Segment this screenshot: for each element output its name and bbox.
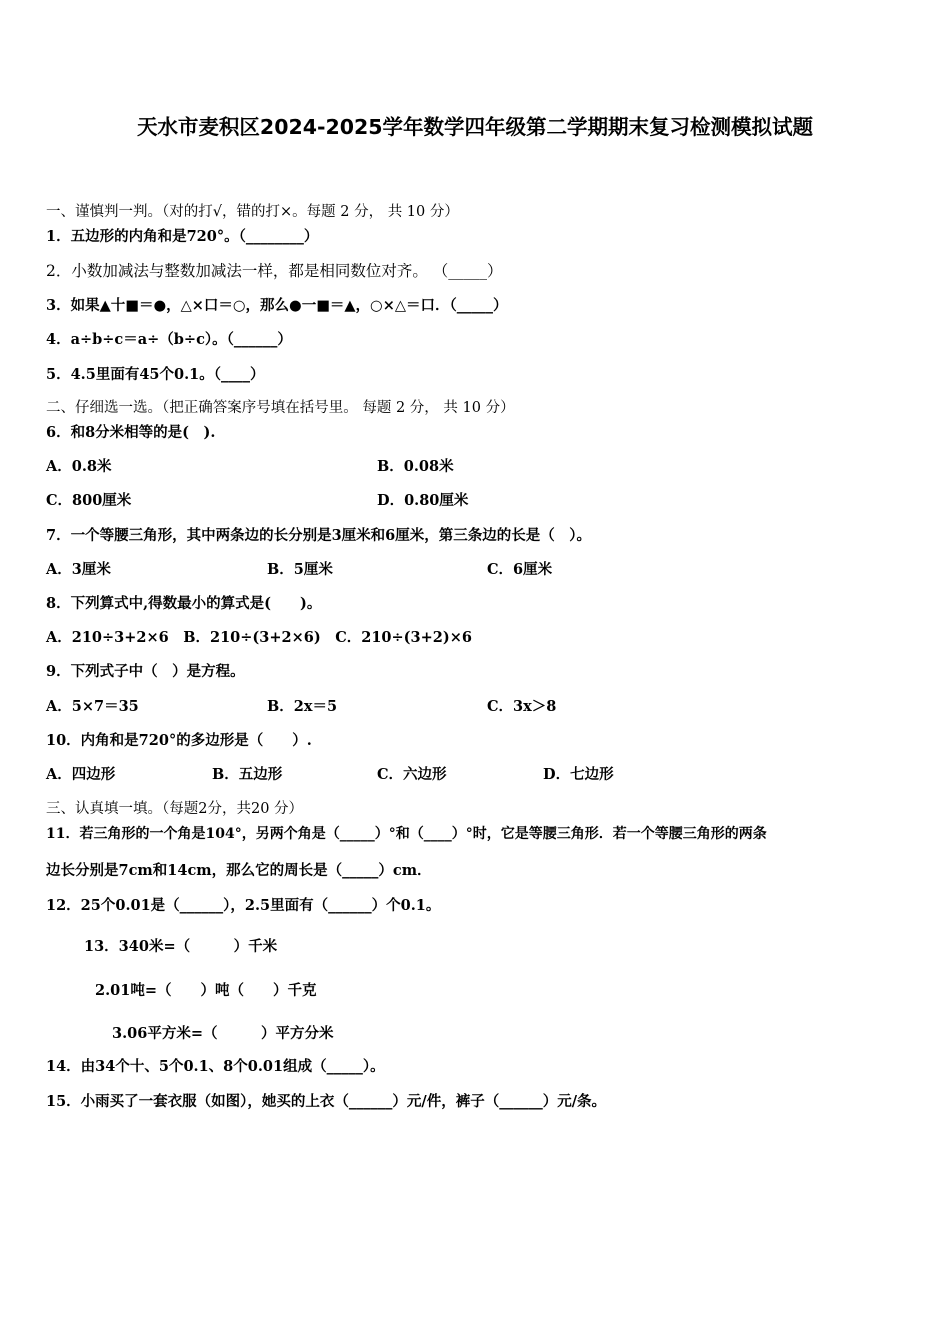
q7-option-a: A．3厘米: [46, 561, 111, 578]
q7-option-c: C．6厘米: [487, 561, 553, 578]
q10-option-d: D．七边形: [543, 766, 614, 783]
question-9: 9．下列式子中（ ）是方程。: [46, 663, 245, 680]
q10-option-a: A．四边形: [46, 766, 116, 783]
question-12: 12．25个0.01是（______），2.5里面有（______）个0.1。: [46, 897, 441, 914]
question-1: 1．五边形的内角和是720°。（________）: [46, 228, 319, 245]
question-5: 5．4.5里面有45个0.1。（____）: [46, 366, 265, 383]
q6-option-d: D．0.80厘米: [377, 492, 469, 509]
q6-option-c: C．800厘米: [46, 492, 132, 509]
question-2: 2．小数加减法与整数加减法一样，都是相同数位对齐。 （_____）: [46, 262, 503, 280]
section1-heading: 一、谨慎判一判。（对的打√，错的打×。每题 2 分， 共 10 分）: [46, 204, 459, 220]
question-4: 4．a÷b÷c＝a÷（b÷c）。（______）: [46, 331, 292, 348]
q6-option-a: A．0.8米: [46, 458, 112, 475]
section2-heading: 二、仔细选一选。（把正确答案序号填在括号里。 每题 2 分， 共 10 分）: [46, 400, 515, 416]
question-14: 14．由34个十、5个0.1、8个0.01组成（_____）。: [46, 1058, 385, 1075]
q9-option-a: A．5×7＝35: [46, 698, 139, 715]
question-8: 8．下列算式中,得数最小的算式是( )。: [46, 595, 322, 612]
question-13-line1: 13．340米=（ ）千米: [84, 938, 278, 955]
question-6: 6．和8分米相等的是( ).: [46, 424, 216, 441]
question-11-line2: 边长分别是7cm和14cm，那么它的周长是（_____）cm．: [46, 862, 432, 879]
question-15: 15．小雨买了一套衣服（如图），她买的上衣（______）元/件，裤子（______）元/条。: [46, 1093, 607, 1110]
question-10: 10．内角和是720°的多边形是（ ）.: [46, 732, 312, 749]
question-11-line1: 11．若三角形的一个角是104°，另两个角是（_____）°和（____）°时，它是等腰三角形．若一个等腰三角形的两条: [46, 826, 767, 842]
page-title: 天水市麦积区2024-2025学年数学四年级第二学期期末复习检测模拟试题: [136, 115, 814, 139]
question-13-line2: 2.01吨=（ ）吨（ ）千克: [95, 982, 317, 999]
q10-option-b: B．五边形: [212, 766, 283, 783]
q8-options: A．210÷3+2×6 B．210÷(3+2×6) C．210÷(3+2)×6: [46, 629, 472, 646]
q9-option-b: B．2x＝5: [267, 698, 338, 715]
q10-option-c: C．六边形: [377, 766, 447, 783]
question-7: 7．一个等腰三角形，其中两条边的长分别是3厘米和6厘米，第三条边的长是（ ）。: [46, 527, 592, 544]
q9-option-c: C．3x＞8: [487, 698, 557, 715]
q6-option-b: B．0.08米: [377, 458, 454, 475]
question-13-line3: 3.06平方米=（ ）平方分米: [112, 1025, 334, 1042]
section3-heading: 三、认真填一填。（每题2分，共20 分）: [46, 801, 304, 817]
q7-option-b: B．5厘米: [267, 561, 333, 578]
question-3: 3．如果▲十■＝●，△×口＝○，那么●一■＝▲，○×△＝口．（_____）: [46, 297, 508, 314]
